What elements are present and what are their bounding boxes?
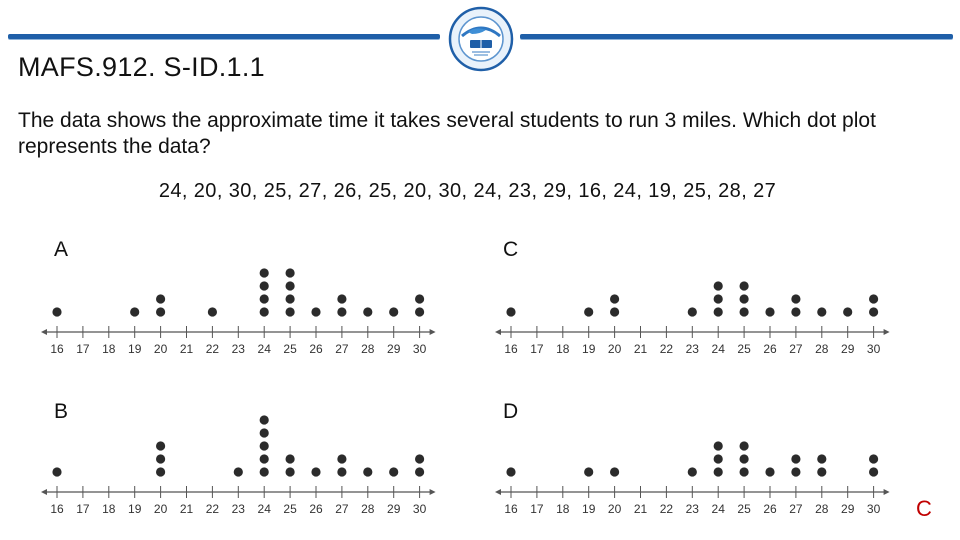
data-dot bbox=[208, 307, 217, 316]
data-dot bbox=[714, 467, 723, 476]
axis-arrow-right bbox=[884, 489, 890, 495]
data-dot bbox=[363, 467, 372, 476]
tick-label: 17 bbox=[76, 502, 90, 516]
tick-label: 27 bbox=[335, 502, 349, 516]
data-dot bbox=[740, 281, 749, 290]
tick-label: 27 bbox=[789, 342, 803, 356]
data-dot bbox=[260, 441, 269, 450]
tick-label: 29 bbox=[387, 342, 401, 356]
data-dot bbox=[714, 294, 723, 303]
data-dot bbox=[869, 454, 878, 463]
tick-label: 29 bbox=[841, 342, 855, 356]
data-dot bbox=[286, 454, 295, 463]
tick-label: 22 bbox=[659, 342, 674, 356]
tick-label: 19 bbox=[582, 342, 596, 356]
data-dot bbox=[506, 307, 515, 316]
tick-label: 19 bbox=[128, 502, 142, 516]
data-dot bbox=[415, 467, 424, 476]
data-dot bbox=[389, 467, 398, 476]
data-dot bbox=[791, 454, 800, 463]
data-dot bbox=[156, 454, 165, 463]
data-dot bbox=[156, 294, 165, 303]
tick-label: 29 bbox=[841, 502, 855, 516]
data-dot bbox=[610, 294, 619, 303]
data-dot bbox=[260, 428, 269, 437]
tick-label: 25 bbox=[283, 342, 297, 356]
data-dot bbox=[610, 307, 619, 316]
tick-label: 24 bbox=[257, 502, 271, 516]
tick-label: 23 bbox=[685, 502, 699, 516]
data-dot bbox=[260, 415, 269, 424]
tick-label: 30 bbox=[866, 342, 881, 356]
option-c-label: C bbox=[503, 238, 519, 261]
tick-label: 28 bbox=[361, 342, 375, 356]
tick-label: 17 bbox=[530, 502, 544, 516]
data-dot bbox=[843, 307, 852, 316]
data-dot bbox=[740, 441, 749, 450]
option-b-label: B bbox=[54, 400, 69, 423]
tick-label: 23 bbox=[685, 342, 699, 356]
data-dot bbox=[610, 467, 619, 476]
data-dot bbox=[337, 307, 346, 316]
tick-label: 28 bbox=[815, 502, 829, 516]
tick-label: 26 bbox=[763, 342, 777, 356]
tick-label: 27 bbox=[789, 502, 803, 516]
data-dot bbox=[415, 294, 424, 303]
tick-label: 24 bbox=[711, 342, 725, 356]
data-dot bbox=[260, 281, 269, 290]
data-dot bbox=[765, 467, 774, 476]
tick-label: 19 bbox=[128, 342, 142, 356]
tick-label: 20 bbox=[153, 502, 168, 516]
data-dot bbox=[156, 467, 165, 476]
data-dot bbox=[52, 307, 61, 316]
tick-label: 27 bbox=[335, 342, 349, 356]
tick-label: 26 bbox=[309, 342, 323, 356]
data-dot bbox=[415, 307, 424, 316]
data-dot bbox=[714, 281, 723, 290]
tick-label: 16 bbox=[504, 502, 518, 516]
data-dot bbox=[817, 454, 826, 463]
tick-label: 25 bbox=[737, 502, 751, 516]
data-dot bbox=[688, 467, 697, 476]
dot-plot-d bbox=[492, 418, 892, 520]
data-dot bbox=[791, 467, 800, 476]
axis-arrow-right bbox=[430, 489, 436, 495]
tick-label: 17 bbox=[530, 342, 544, 356]
tick-label: 21 bbox=[179, 342, 194, 356]
question-text: The data shows the approximate time it takes several students to run 3 miles. Which dot plot represents the data? bbox=[18, 109, 876, 158]
data-dot bbox=[156, 441, 165, 450]
tick-label: 16 bbox=[50, 502, 64, 516]
dot-plot-c bbox=[492, 255, 892, 360]
axis-arrow-left bbox=[41, 329, 47, 335]
header-bar-right bbox=[520, 34, 953, 39]
tick-label: 20 bbox=[607, 502, 622, 516]
data-dot bbox=[363, 307, 372, 316]
tick-label: 26 bbox=[309, 502, 323, 516]
tick-label: 21 bbox=[633, 502, 648, 516]
data-dot bbox=[260, 268, 269, 277]
tick-label: 25 bbox=[283, 502, 297, 516]
tick-label: 30 bbox=[412, 502, 427, 516]
data-dot bbox=[286, 467, 295, 476]
tick-label: 17 bbox=[76, 342, 90, 356]
tick-label: 30 bbox=[866, 502, 881, 516]
tick-label: 30 bbox=[412, 342, 427, 356]
data-dot bbox=[286, 294, 295, 303]
data-dot bbox=[337, 294, 346, 303]
data-dot bbox=[740, 467, 749, 476]
option-d-label: D bbox=[503, 400, 519, 423]
data-dot bbox=[389, 307, 398, 316]
data-dot bbox=[817, 307, 826, 316]
tick-label: 28 bbox=[361, 502, 375, 516]
tick-label: 18 bbox=[556, 342, 570, 356]
tick-label: 21 bbox=[633, 342, 648, 356]
data-dot bbox=[337, 454, 346, 463]
data-dot bbox=[791, 294, 800, 303]
data-dot bbox=[260, 294, 269, 303]
data-dot bbox=[791, 307, 800, 316]
axis-arrow-right bbox=[430, 329, 436, 335]
tick-label: 25 bbox=[737, 342, 751, 356]
tick-label: 20 bbox=[607, 342, 622, 356]
data-dot bbox=[506, 467, 515, 476]
data-dot bbox=[156, 307, 165, 316]
data-dot bbox=[52, 467, 61, 476]
dot-plot-b bbox=[38, 408, 438, 520]
data-dot bbox=[234, 467, 243, 476]
tick-label: 24 bbox=[711, 502, 725, 516]
data-dot bbox=[688, 307, 697, 316]
data-dot bbox=[740, 307, 749, 316]
tick-label: 24 bbox=[257, 342, 271, 356]
data-dot bbox=[311, 467, 320, 476]
tick-label: 20 bbox=[153, 342, 168, 356]
tick-label: 28 bbox=[815, 342, 829, 356]
tick-label: 16 bbox=[50, 342, 64, 356]
tick-label: 19 bbox=[582, 502, 596, 516]
dot-plot-a bbox=[38, 255, 438, 360]
data-dot bbox=[130, 307, 139, 316]
data-dot bbox=[740, 294, 749, 303]
data-dot bbox=[337, 467, 346, 476]
tick-label: 18 bbox=[102, 502, 116, 516]
tick-label: 26 bbox=[763, 502, 777, 516]
axis-arrow-left bbox=[495, 329, 501, 335]
data-dot bbox=[584, 307, 593, 316]
option-a-label: A bbox=[54, 238, 69, 261]
data-dot bbox=[260, 467, 269, 476]
data-values: 24, 20, 30, 25, 27, 26, 25, 20, 30, 24, 23, 29, 16, 24, 19, 25, 28, 27 bbox=[158, 180, 777, 202]
data-dot bbox=[286, 307, 295, 316]
tick-label: 18 bbox=[102, 342, 116, 356]
tick-label: 21 bbox=[179, 502, 194, 516]
data-dot bbox=[817, 467, 826, 476]
tick-label: 23 bbox=[231, 342, 245, 356]
slide-code-title: MAFS.912. S-ID.1.1 bbox=[18, 52, 265, 82]
tick-label: 18 bbox=[556, 502, 570, 516]
data-dot bbox=[260, 454, 269, 463]
data-dot bbox=[286, 281, 295, 290]
data-dot bbox=[260, 307, 269, 316]
data-dot bbox=[714, 307, 723, 316]
tick-label: 22 bbox=[205, 342, 220, 356]
data-dot bbox=[415, 454, 424, 463]
data-dot bbox=[740, 454, 749, 463]
tick-label: 23 bbox=[231, 502, 245, 516]
tick-label: 22 bbox=[659, 502, 674, 516]
school-seal-icon bbox=[446, 6, 516, 72]
tick-label: 29 bbox=[387, 502, 401, 516]
data-dot bbox=[765, 307, 774, 316]
data-dot bbox=[286, 268, 295, 277]
header-bar-left bbox=[8, 34, 440, 39]
data-dot bbox=[869, 307, 878, 316]
tick-label: 22 bbox=[205, 502, 220, 516]
axis-arrow-right bbox=[884, 329, 890, 335]
data-dot bbox=[714, 454, 723, 463]
answer-text: C bbox=[916, 496, 932, 521]
data-dot bbox=[584, 467, 593, 476]
tick-label: 16 bbox=[504, 342, 518, 356]
data-dot bbox=[714, 441, 723, 450]
axis-arrow-left bbox=[41, 489, 47, 495]
axis-arrow-left bbox=[495, 489, 501, 495]
data-dot bbox=[311, 307, 320, 316]
data-dot bbox=[869, 294, 878, 303]
data-dot bbox=[869, 467, 878, 476]
